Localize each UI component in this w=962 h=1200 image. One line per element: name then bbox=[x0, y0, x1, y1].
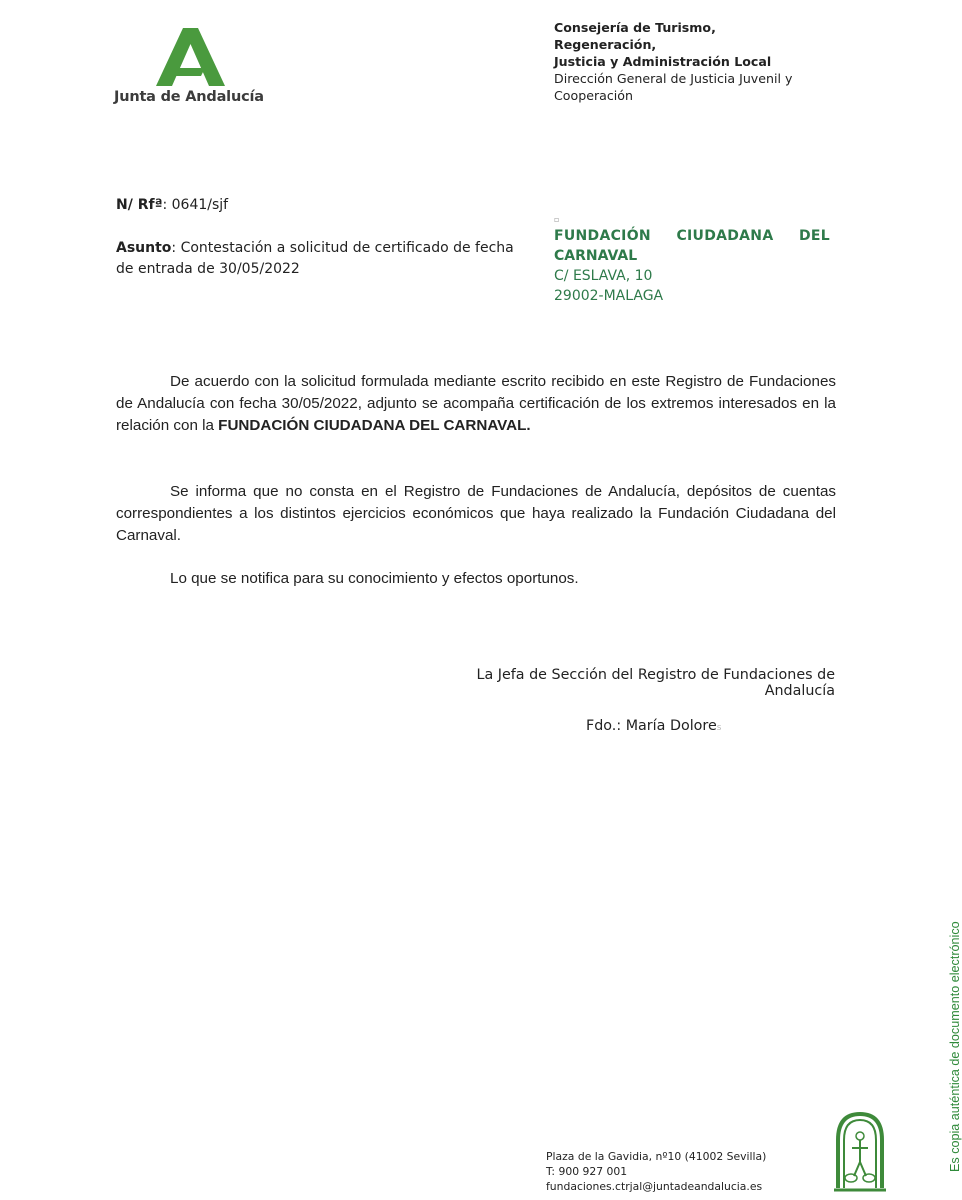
recipient-city: 29002-MALAGA bbox=[554, 288, 664, 304]
andalucia-seal-icon bbox=[832, 1110, 888, 1194]
logo-brand-text: Junta de Andalucía bbox=[114, 89, 264, 105]
signature-name-cut: s bbox=[716, 723, 722, 733]
paragraph-3 bbox=[116, 568, 836, 590]
junta-logo bbox=[114, 26, 274, 110]
paragraph-2-text: Se informa que no consta en el Registro de Fundaciones de Andalucía, depósitos de cuentas correspondientes a los distintos ejercicios económicos que haya realizado la Fundación Ciudadana del Carnaval. bbox=[116, 483, 836, 544]
reference-label: N/ Rfª bbox=[116, 197, 163, 213]
paragraph-2 bbox=[116, 481, 836, 547]
paragraph-1 bbox=[116, 371, 836, 437]
subject-value: : Contestación a solicitud de certificado de fecha de entrada de 30/05/2022 bbox=[116, 240, 514, 277]
reference-value: : 0641/sjf bbox=[162, 197, 229, 213]
signature-title: La Jefa de Sección del Registro de Fundaciones de Andalucía bbox=[476, 667, 835, 699]
signature-name-text: Fdo.: María Dolore bbox=[586, 718, 717, 734]
footer-contact bbox=[546, 1149, 766, 1194]
paragraph-1-bold: FUNDACIÓN CIUDADANA DEL CARNAVAL. bbox=[218, 417, 531, 434]
junta-a-logo-icon bbox=[154, 26, 226, 88]
recipient-name-line-1: FUNDACIÓN CIUDADANA DEL bbox=[554, 228, 830, 244]
paragraph-1-text: De acuerdo con la solicitud formulada mediante escrito recibido en este Registro de Fundaciones de Andalucía con fecha 30/05/2022, adjunto se acompaña certificación de los extremos interesados en la relación con la bbox=[116, 373, 836, 434]
department-header bbox=[554, 19, 814, 104]
electronic-copy-note: Es copia auténtica de documento electrónico bbox=[948, 921, 962, 1172]
subject-label: Asunto bbox=[116, 240, 172, 256]
recipient-address: C/ ESLAVA, 10 bbox=[554, 268, 653, 284]
dept-line-1: Consejería de Turismo, Regeneración, bbox=[554, 20, 716, 52]
footer-email: fundaciones.ctrjal@juntadeandalucia.es bbox=[546, 1180, 763, 1193]
recipient-name-line-2: CARNAVAL bbox=[554, 248, 638, 264]
subject bbox=[116, 238, 516, 280]
footer-phone: T: 900 927 001 bbox=[546, 1165, 628, 1178]
dept-line-2: Justicia y Administración Local bbox=[554, 54, 772, 69]
dept-line-3: Dirección General de Justicia Juvenil y bbox=[554, 71, 793, 86]
signature-name bbox=[586, 718, 722, 734]
paragraph-3-text: Lo que se notifica para su conocimiento y efectos oportunos. bbox=[170, 570, 579, 587]
dept-line-4: Cooperación bbox=[554, 88, 633, 103]
reference bbox=[116, 195, 228, 216]
recipient-block bbox=[554, 214, 830, 306]
footer-address: Plaza de la Gavidia, nº10 (41002 Sevilla) bbox=[546, 1150, 767, 1163]
recipient-mark: ▫ bbox=[554, 215, 560, 224]
